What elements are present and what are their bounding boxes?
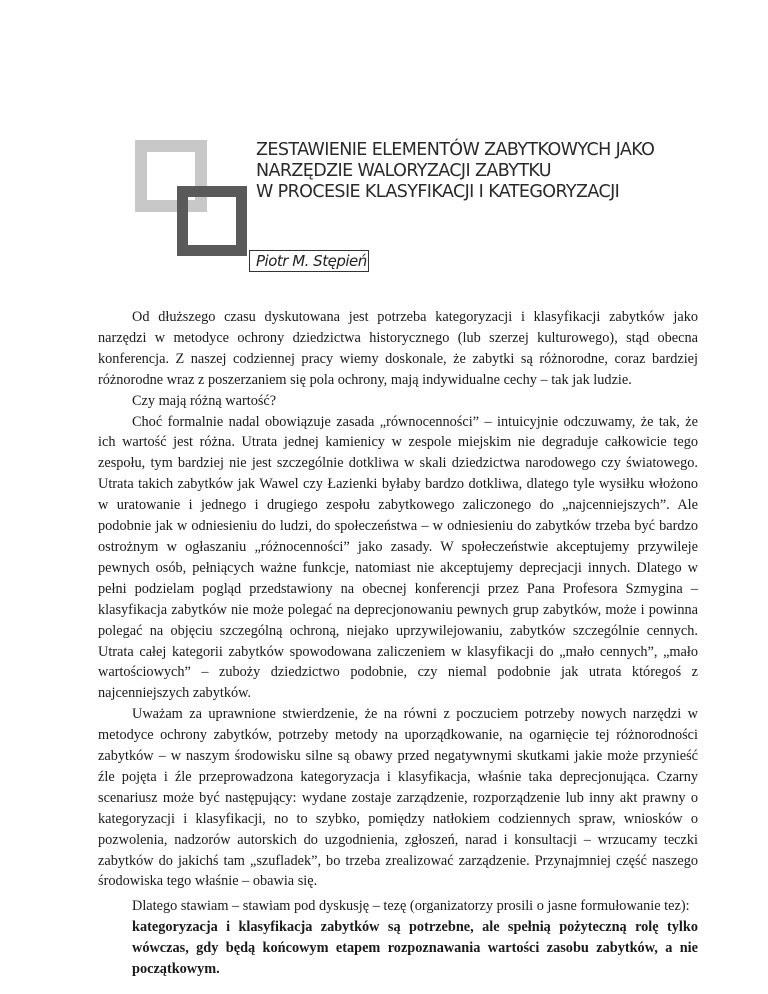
paragraph: Uważam za uprawnione stwierdzenie, że na równi z poczuciem potrzeby nowych narzędzi w metodyce ochrony zabytków, potrzeby metody na uporządkowanie, na ogarnięcie tej różnorodności zabytków – w naszym środowisku silne są obawy przed negatywnymi skutkami jakie może przynieść źle pojęta i źle przeprowadzona kategoryzacja i klasyfikacja, właśnie taka deprecjonująca. Czarny scenariusz może być następujący: wydane zostaje zarządzenie, rozporządzenie lub inny akt prawny o kategoryzacji i klasyfikacji, no to szybko, pomiędzy natłokiem codziennych spraw, wniosków o pozwolenia, nadzorów autorskich do uzgodnienia, zgłoszeń, narad i konsultacji – wrzucamy teczki zabytków do jakichś tam „szufladek”, bo trzeba zrealizować zarządzenie. Przynajmniej część naszego środowiska tego właśnie – obawia się. (98, 706, 698, 890)
title-line: W PROCESIE KLASYFIKACJI I KATEGORYZACJI (256, 182, 620, 202)
thesis-statement: kategoryzacja i klasyfikacja zabytków są potrzebne, ale spełnią pożyteczną rolę tylko wówczas, gdy będą końcowym etapem rozpoznawania wartości zasobu zabytków, a nie początkowym. (132, 919, 698, 978)
paragraph: Od dłuższego czasu dyskutowana jest potrzeba kategoryzacji i klasyfikacji zabytków jako narzędzi w metodyce ochrony dziedzictwa historycznego (lub szerzej kulturowego), stąd obecna konferencja. Z naszej codziennej pracy wiemy doskonale, że zabytki są różnorodne, coraz bardziej różnorodne wraz z poszerzaniem się pola ochrony, mają indywidualne cechy – tak jak ludzie. (98, 309, 698, 388)
title-line: NARZĘDZIE WALORYZACJI ZABYTKU (256, 161, 552, 181)
paragraph: Choć formalnie nadal obowiązuje zasada „równocenności” – intuicyjnie odczuwamy, że tak, że ich wartość jest różna. Utrata jednej kamienicy w zespole miejskim nie degraduje całkowicie tego zespołu, tym bardziej nie jest szczególnie dotkliwa w skali dziedzictwa narodowego czy światowego. Utrata takich zabytków jak Wawel czy Łazienki byłaby bardzo dotkliwa, dlatego tyle wysiłku włożono w uratowanie i jednego i drugiego zespołu zabytkowego zaliczonego do „najcenniejszych”. Ale podobnie jak w odniesieniu do ludzi, do społeczeństwa – w odniesieniu do zabytków trzeba być bardzo ostrożnym w ogłaszaniu „różnocenności” jako zasady. W społeczeństwie akceptujemy przywileje pewnych osób, pełniących ważne funkcje, natomiast nie akceptujemy deprecjacji innych. Dlatego w pełni podzielam pogląd przedstawiony na obecnej konferencji przez Pana Profesora Szmygina – klasyfikacja zabytków nie może polegać na deprecjonowaniu pewnych grup zabytków, może i powinna polegać na objęciu szczególną ochroną, niejako uprzywilejowaniu, zabytków szczególnie cennych. Utrata całej kategorii zabytków spowodowana zaliczeniem w klasyfikacji do „mało cennych”, „mało wartościowych” – zuboży dziedzictwo podobnie, czy niemal podobnie jak utrata któregoś z najcenniejszych zabytków. (98, 413, 698, 702)
author-name: Piotr M. Stępień (249, 250, 369, 272)
chapter-title (256, 140, 726, 203)
title-line: ZESTAWIENIE ELEMENTÓW ZABYTKOWYCH JAKO (256, 140, 655, 160)
thesis-intro: Dlatego stawiam – stawiam pod dyskusję – tezę (organizatorzy prosili o jasne formułowanie tez): (132, 898, 690, 915)
dark-square-decoration (177, 186, 247, 256)
paragraph: Czy mają różną wartość? (132, 392, 277, 409)
article-body (98, 307, 698, 980)
